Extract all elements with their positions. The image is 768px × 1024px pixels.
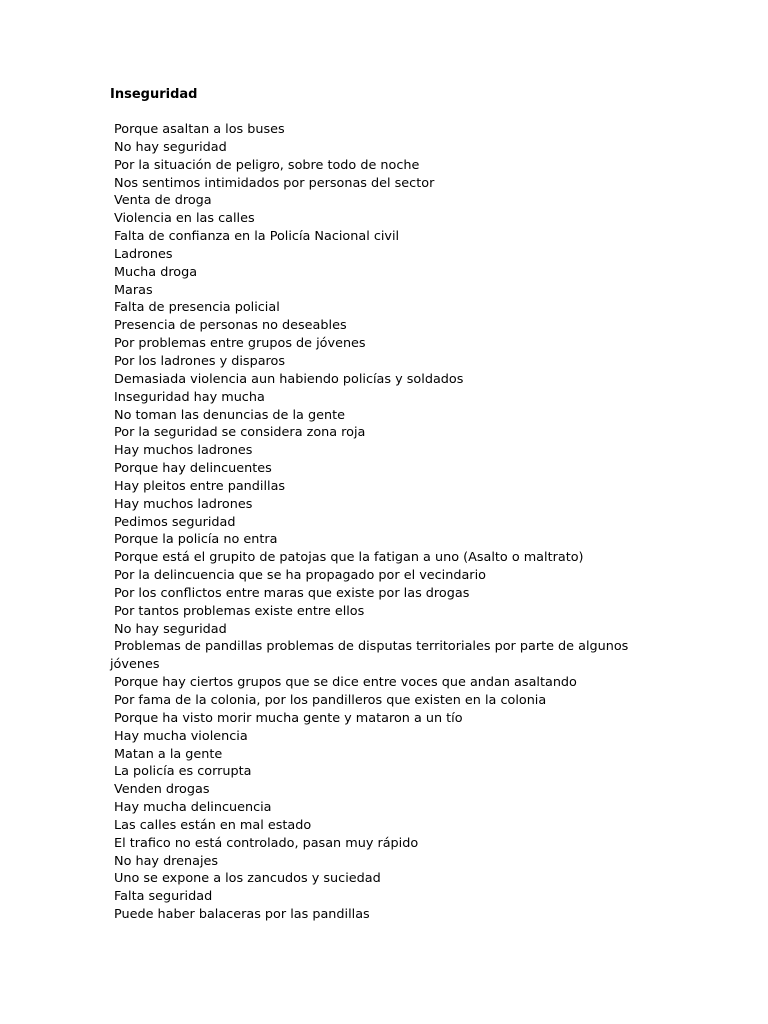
list-item xyxy=(110,603,670,621)
list-item-text: Por los conflictos entre maras que existe por las drogas xyxy=(114,585,470,601)
list-item xyxy=(110,514,670,532)
list-item xyxy=(110,853,670,871)
list-item xyxy=(110,317,670,335)
list-item xyxy=(110,121,670,139)
list-item xyxy=(110,531,670,549)
list-item xyxy=(110,442,670,460)
list-item-text: Las calles están en mal estado xyxy=(114,817,312,833)
list-item xyxy=(110,157,670,175)
list-item xyxy=(110,674,670,692)
list-item xyxy=(110,299,670,317)
list-item-text: Mucha droga xyxy=(114,264,198,280)
list-item-text: Por la delincuencia que se ha propagado por el vecindario xyxy=(114,568,486,584)
list-item xyxy=(110,585,670,603)
list-item xyxy=(110,621,670,639)
list-item xyxy=(110,549,670,567)
list-item xyxy=(110,353,670,371)
list-item xyxy=(110,888,670,906)
list-item-text: Uno se expone a los zancudos y suciedad xyxy=(114,871,381,887)
list-item xyxy=(110,228,670,246)
list-item-text: Porque la policía no entra xyxy=(114,532,278,548)
list-item xyxy=(110,692,670,710)
list-item-text: Presencia de personas no deseables xyxy=(114,318,347,334)
list-item-text: Porque asaltan a los buses xyxy=(114,122,285,137)
list-item-text: No hay seguridad xyxy=(114,139,227,155)
list-item-text: Por fama de la colonia, por los pandilleros que existen en la colonia xyxy=(114,693,547,708)
list-item xyxy=(110,638,670,656)
list-item-text: No toman las denuncias de la gente xyxy=(114,407,345,423)
list-item-text: Venta de droga xyxy=(114,193,212,209)
list-item-text: Violencia en las calles xyxy=(114,211,255,227)
list-item xyxy=(110,781,670,799)
list-item-text: Matan a la gente xyxy=(114,746,223,762)
list-item xyxy=(110,175,670,193)
list-item-text: Porque está el grupito de patojas que la fatigan a uno (Asalto o maltrato) xyxy=(114,550,584,566)
list-item xyxy=(110,567,670,585)
list-item xyxy=(110,460,670,478)
list-item-text: Ladrones xyxy=(114,246,173,262)
list-item xyxy=(110,728,670,746)
list-item-text: Porque hay delincuentes xyxy=(114,461,272,477)
list-item xyxy=(110,870,670,888)
list-item-text: Maras xyxy=(114,282,153,298)
list-item-text: Problemas de pandillas problemas de disputas territoriales por parte de algunos xyxy=(114,639,629,655)
list-item-text: Falta de presencia policial xyxy=(114,300,280,316)
list-item-text: Puede haber balaceras por las pandillas xyxy=(114,907,370,923)
list-item xyxy=(110,139,670,157)
list-item-text: Hay mucha delincuencia xyxy=(114,800,272,816)
list-item-text: Inseguridad hay mucha xyxy=(114,389,265,405)
list-item-text: Por los ladrones y disparos xyxy=(114,353,286,369)
list-item-text: jóvenes xyxy=(110,657,160,673)
list-item xyxy=(110,656,670,674)
list-item xyxy=(110,264,670,282)
list-item-text: Por la seguridad se considera zona roja xyxy=(114,425,366,441)
list-item xyxy=(110,906,670,924)
list-item-text: Hay muchos ladrones xyxy=(114,496,253,512)
list-item-text: Pedimos seguridad xyxy=(114,514,236,530)
list-item xyxy=(110,424,670,442)
list-item xyxy=(110,478,670,496)
list-item xyxy=(110,817,670,835)
list-item-text: Por problemas entre grupos de jóvenes xyxy=(114,336,366,352)
document-title: Inseguridad xyxy=(110,87,198,102)
list-item-text: Nos sentimos intimidados por personas del sector xyxy=(114,175,435,191)
list-item xyxy=(110,371,670,389)
list-item-text: Hay mucha violencia xyxy=(114,728,248,744)
list-item xyxy=(110,835,670,853)
list-item-text: No hay seguridad xyxy=(114,621,227,637)
list-item xyxy=(110,335,670,353)
list-item-text: Falta de confianza en la Policía Nacional civil xyxy=(114,229,400,245)
list-item-text: Demasiada violencia aun habiendo policías y soldados xyxy=(114,371,464,387)
list-item xyxy=(110,192,670,210)
list-item-text: No hay drenajes xyxy=(114,853,219,869)
list-item-text: El trafico no está controlado, pasan muy rápido xyxy=(114,835,419,851)
list-item-text: Por la situación de peligro, sobre todo de noche xyxy=(114,157,420,173)
list-item xyxy=(110,496,670,514)
list-item xyxy=(110,746,670,764)
list-item xyxy=(110,710,670,728)
list-item-text: Porque ha visto morir mucha gente y mataron a un tío xyxy=(114,710,463,726)
list-item-text: Porque hay ciertos grupos que se dice entre voces que andan asaltando xyxy=(114,675,577,691)
list-item xyxy=(110,407,670,425)
response-list xyxy=(110,121,670,924)
list-item xyxy=(110,282,670,300)
list-item-text: Por tantos problemas existe entre ellos xyxy=(114,603,365,619)
list-item-text: Venden drogas xyxy=(114,782,210,798)
list-item xyxy=(110,210,670,228)
list-item xyxy=(110,799,670,817)
list-item xyxy=(110,389,670,407)
list-item xyxy=(110,246,670,264)
list-item-text: Falta seguridad xyxy=(114,889,213,905)
list-item-text: Hay pleitos entre pandillas xyxy=(114,478,286,494)
list-item-text: La policía es corrupta xyxy=(114,764,252,780)
list-item xyxy=(110,763,670,781)
list-item-text: Hay muchos ladrones xyxy=(114,443,253,459)
